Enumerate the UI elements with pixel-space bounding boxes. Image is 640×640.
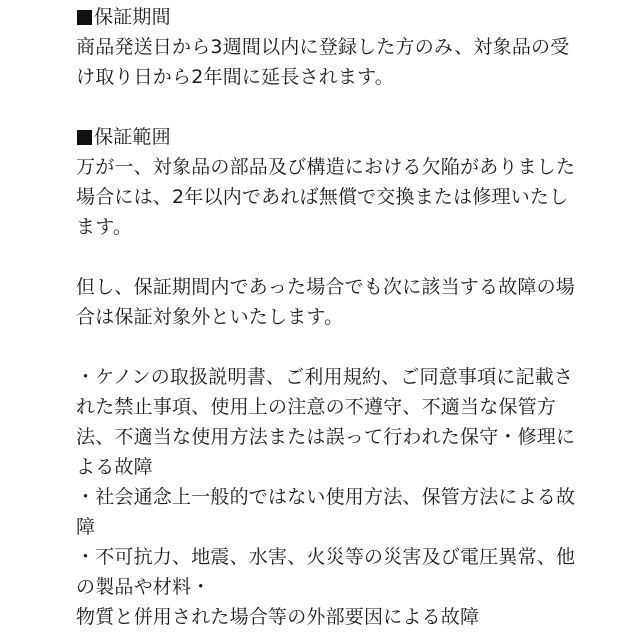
scope-heading [76, 122, 626, 152]
black-square-icon [77, 130, 92, 145]
black-square-icon [77, 10, 92, 25]
period-line: け取り日から2年間に延長されます。 [76, 66, 394, 88]
exclusion-line: 物質と併用された場合等の外部要因による故障 [76, 606, 480, 628]
exclusion-line: ・不可抗力、地震、水害、火災等の災害及び電圧異常、他 [76, 546, 576, 568]
period-heading-text: 保証期間 [94, 6, 171, 28]
exclusion-line: よる故障 [76, 456, 153, 478]
scope-line: 万が一、対象品の部品及び構造における欠陥がありました [76, 156, 576, 178]
exception-line: 但し、保証期間内であった場合でも次に該当する故障の場 [76, 276, 576, 298]
period-line: 商品発送日から3週間以内に登録した方のみ、対象品の受 [76, 36, 570, 58]
warranty-document [76, 0, 626, 632]
spacer [76, 242, 626, 272]
exclusion-line: れた禁止事項、使用上の注意の不遵守、不適当な保管方 [76, 396, 557, 418]
exclusion-line: の製品や材料・ [76, 576, 211, 598]
scope-line: 場合には、2年以内であれば無償で交換または修理いたし [76, 186, 569, 208]
scope-heading-text: 保証範囲 [94, 126, 171, 148]
exclusion-line: 障 [76, 516, 96, 538]
spacer [76, 332, 626, 362]
period-heading [76, 2, 626, 32]
exception-line: 合は保証対象外といたします。 [76, 306, 344, 328]
spacer [76, 92, 626, 122]
exclusion-line: ・社会通念上一般的ではない使用方法、保管方法による故 [76, 486, 576, 508]
exclusion-line: ・ケノンの取扱説明書、ご利用規約、ご同意事項に記載さ [76, 366, 574, 388]
exclusion-line: 法、不適当な使用方法または誤って行われた保守・修理に [76, 426, 576, 448]
scope-line: ます。 [76, 216, 133, 238]
